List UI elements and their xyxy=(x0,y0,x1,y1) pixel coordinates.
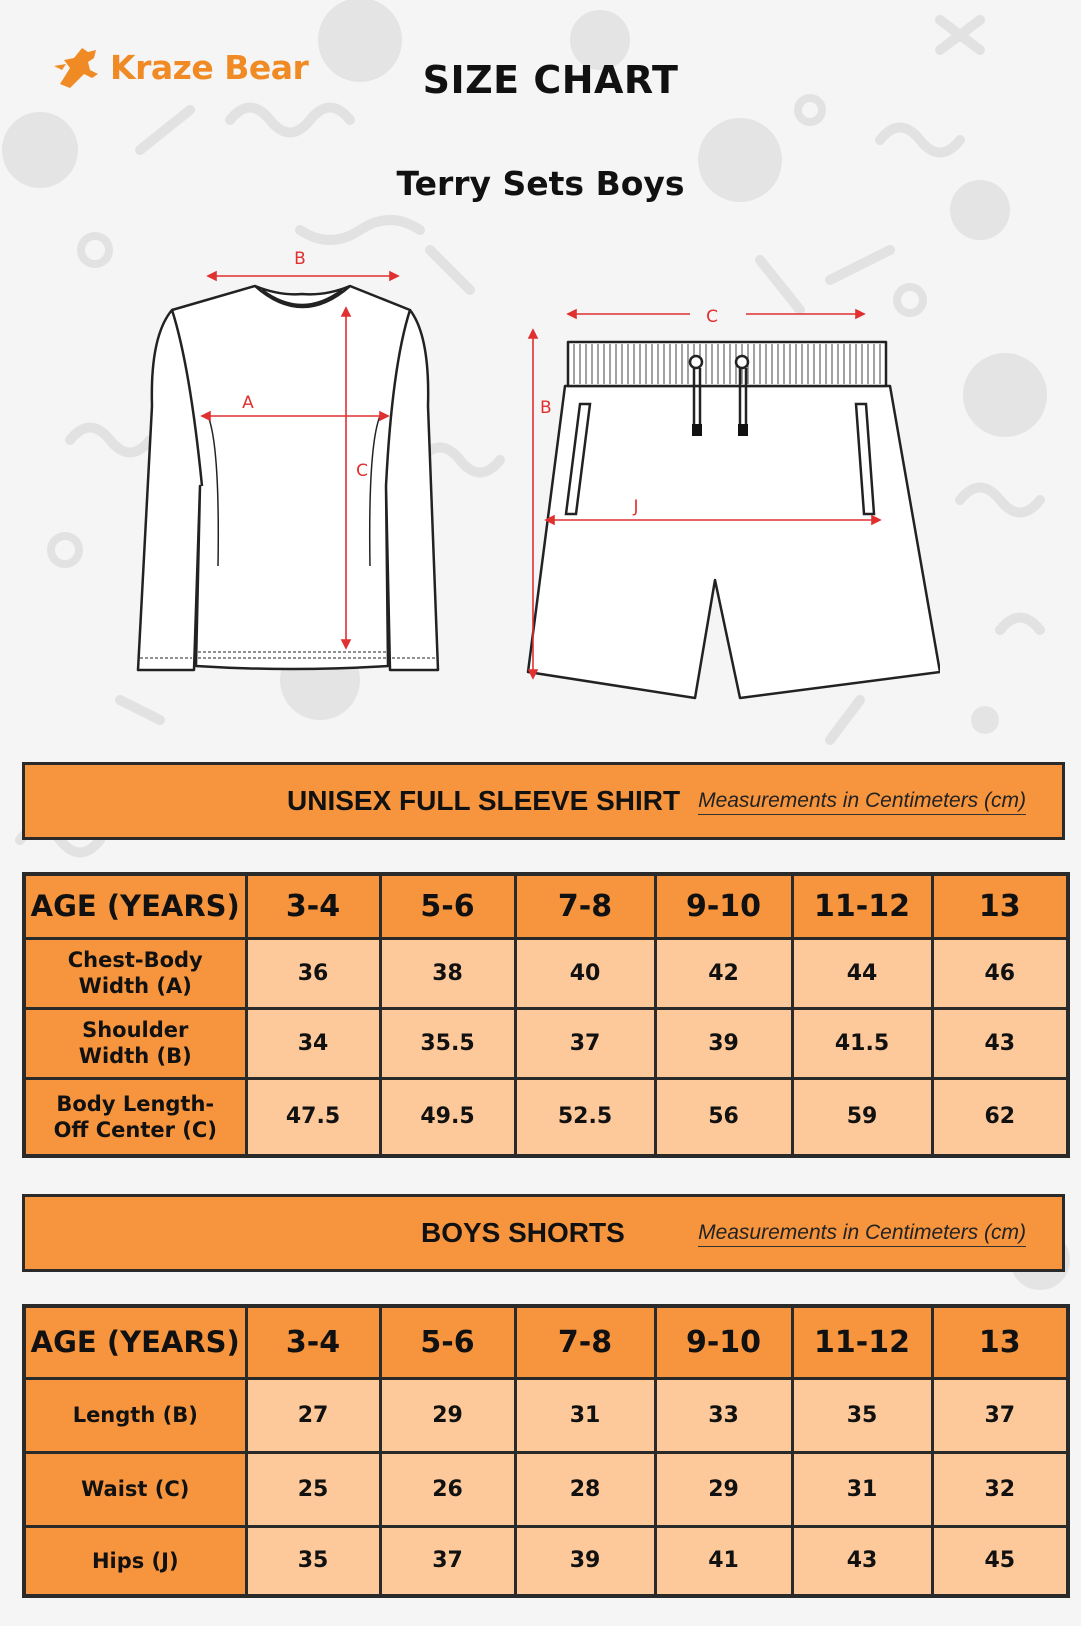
shorts-age-header: AGE (YEARS) xyxy=(24,1306,246,1378)
table-cell: 44 xyxy=(792,938,932,1008)
table-cell: 46 xyxy=(932,938,1068,1008)
shorts-section-header xyxy=(22,1194,1065,1272)
shirt-section-title: UNISEX FULL SLEEVE SHIRT xyxy=(287,785,681,816)
shirt-label-c: C xyxy=(356,461,368,481)
shirt-diagram xyxy=(130,246,470,701)
row-label-line: Width (B) xyxy=(78,1044,192,1068)
table-cell: 42 xyxy=(655,938,792,1008)
shirt-header-row xyxy=(24,874,1068,938)
table-cell: 29 xyxy=(380,1378,515,1452)
shorts-age-col: 11-12 xyxy=(792,1306,932,1378)
table-cell: 37 xyxy=(515,1008,655,1078)
row-label-line: Body Length- xyxy=(56,1091,215,1116)
table-cell: 26 xyxy=(380,1452,515,1526)
table-cell: 40 xyxy=(515,938,655,1008)
row-label xyxy=(24,1008,246,1078)
shirt-age-col: 11-12 xyxy=(792,874,932,938)
table-cell: 31 xyxy=(515,1378,655,1452)
shorts-label-b: B xyxy=(540,398,552,418)
row-label-line: Chest-Body xyxy=(67,948,203,972)
row-label xyxy=(24,1078,246,1156)
table-cell: 47.5 xyxy=(246,1078,380,1156)
row-label: Waist (C) xyxy=(24,1452,246,1526)
shorts-measurement-note: Measurements in Centimeters (cm) xyxy=(698,1221,1026,1247)
shorts-section-title: BOYS SHORTS xyxy=(421,1217,625,1248)
table-row xyxy=(24,1526,1068,1596)
table-cell: 37 xyxy=(932,1378,1068,1452)
table-cell: 38 xyxy=(380,938,515,1008)
shirt-age-col: 7-8 xyxy=(515,874,655,938)
shirt-age-col: 3-4 xyxy=(246,874,380,938)
page-title: SIZE CHART xyxy=(422,58,679,102)
table-row xyxy=(24,1008,1068,1078)
shorts-label-j: J xyxy=(633,497,639,517)
shorts-header-row xyxy=(24,1306,1068,1378)
table-cell: 49.5 xyxy=(380,1078,515,1156)
table-cell: 36 xyxy=(246,938,380,1008)
table-cell: 62 xyxy=(932,1078,1068,1156)
table-cell: 41.5 xyxy=(792,1008,932,1078)
table-cell: 45 xyxy=(932,1526,1068,1596)
shorts-age-col: 5-6 xyxy=(380,1306,515,1378)
shorts-age-col: 9-10 xyxy=(655,1306,792,1378)
table-cell: 52.5 xyxy=(515,1078,655,1156)
shirt-size-table xyxy=(22,872,1070,1158)
shorts-label-c: C xyxy=(706,307,718,327)
row-label xyxy=(24,938,246,1008)
table-cell: 33 xyxy=(655,1378,792,1452)
shorts-length-arrow xyxy=(515,328,545,683)
table-cell: 39 xyxy=(515,1526,655,1596)
shorts-size-table xyxy=(22,1304,1070,1598)
row-label-line: Shoulder xyxy=(82,1018,189,1042)
shirt-label-a: A xyxy=(242,393,254,413)
table-cell: 41 xyxy=(655,1526,792,1596)
shirt-age-header: AGE (YEARS) xyxy=(24,874,246,938)
table-cell: 43 xyxy=(932,1008,1068,1078)
table-cell: 35.5 xyxy=(380,1008,515,1078)
table-cell: 35 xyxy=(792,1378,932,1452)
table-cell: 43 xyxy=(792,1526,932,1596)
brand-name: Kraze Bear xyxy=(110,47,309,87)
row-label-line: Off Center (C) xyxy=(53,1117,217,1142)
shirt-label-b: B xyxy=(294,249,306,269)
table-row xyxy=(24,1078,1068,1156)
row-label: Length (B) xyxy=(24,1378,246,1452)
shorts-age-col: 3-4 xyxy=(246,1306,380,1378)
table-cell: 37 xyxy=(380,1526,515,1596)
table-cell: 27 xyxy=(246,1378,380,1452)
shirt-age-col: 5-6 xyxy=(380,874,515,938)
row-label: Hips (J) xyxy=(24,1526,246,1596)
table-cell: 56 xyxy=(655,1078,792,1156)
page-subtitle: Terry Sets Boys xyxy=(396,164,685,203)
table-row xyxy=(24,1452,1068,1526)
table-cell: 28 xyxy=(515,1452,655,1526)
shirt-measurement-note: Measurements in Centimeters (cm) xyxy=(698,789,1026,815)
table-cell: 32 xyxy=(932,1452,1068,1526)
shirt-age-col: 9-10 xyxy=(655,874,792,938)
shorts-diagram xyxy=(520,300,940,705)
row-label-line: Width (A) xyxy=(78,974,192,998)
table-cell: 34 xyxy=(246,1008,380,1078)
table-cell: 31 xyxy=(792,1452,932,1526)
table-row xyxy=(24,1378,1068,1452)
table-row xyxy=(24,938,1068,1008)
table-cell: 59 xyxy=(792,1078,932,1156)
table-cell: 35 xyxy=(246,1526,380,1596)
shirt-age-col: 13 xyxy=(932,874,1068,938)
shirt-section-header xyxy=(22,762,1065,840)
table-cell: 29 xyxy=(655,1452,792,1526)
table-cell: 25 xyxy=(246,1452,380,1526)
shorts-age-col: 13 xyxy=(932,1306,1068,1378)
shorts-age-col: 7-8 xyxy=(515,1306,655,1378)
table-cell: 39 xyxy=(655,1008,792,1078)
